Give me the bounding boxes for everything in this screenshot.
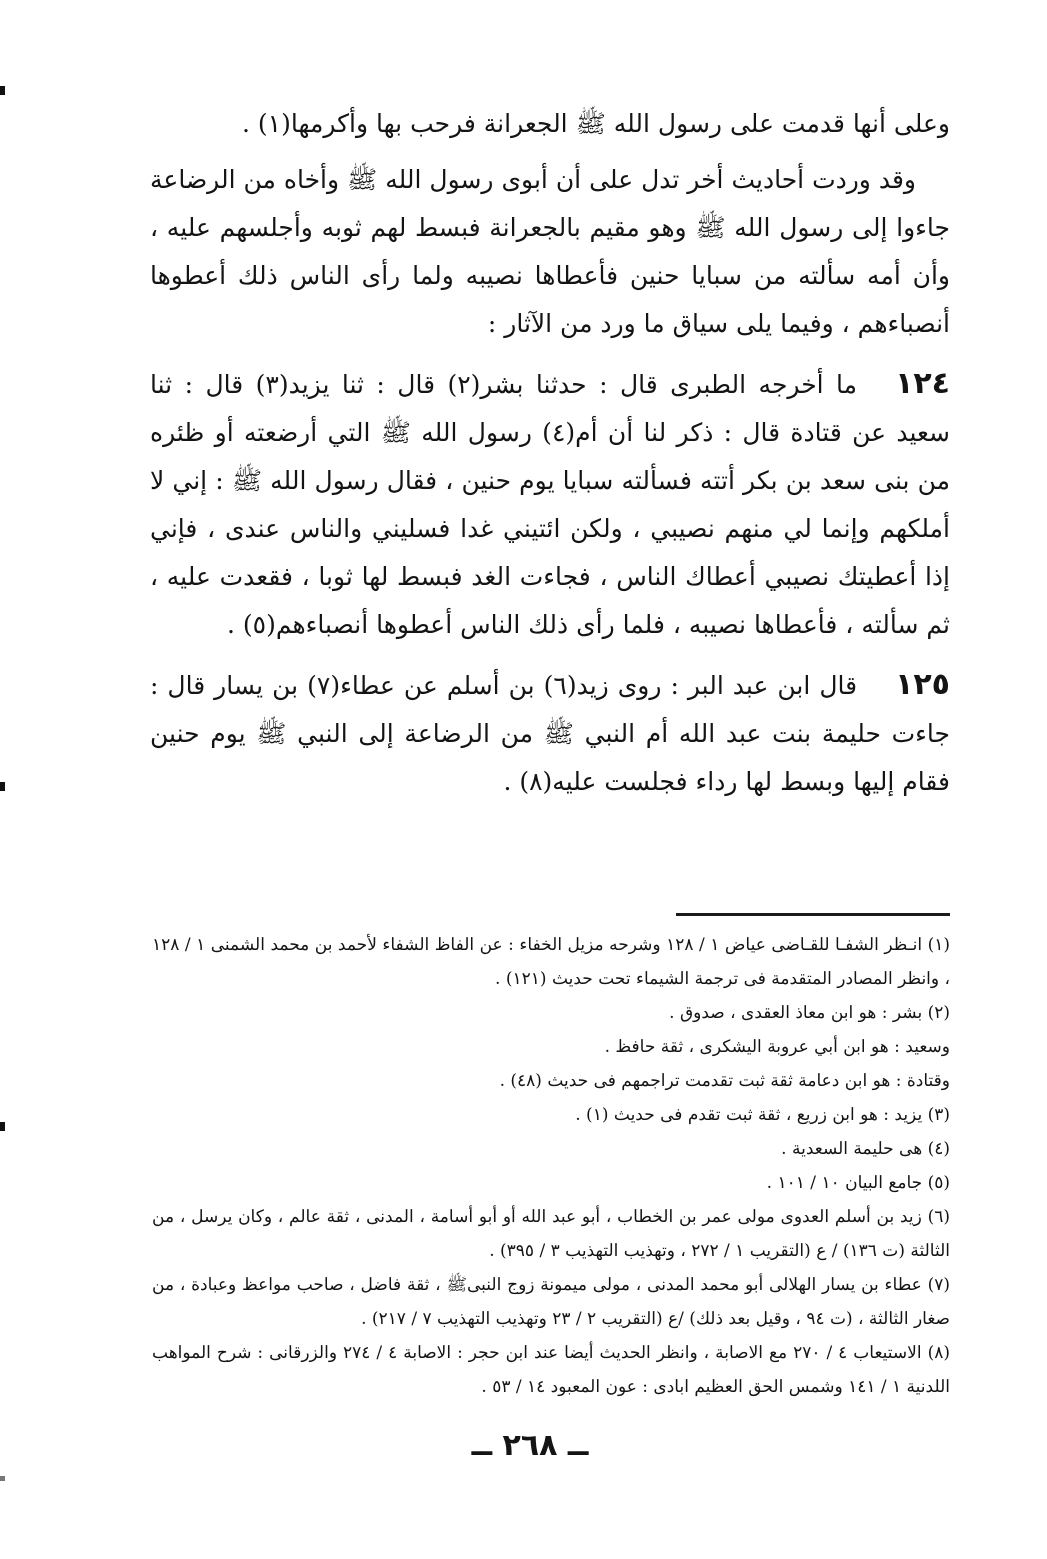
hadith-125 <box>150 661 950 806</box>
page-number: ــ ٢٦٨ ــ <box>471 1428 589 1463</box>
footnote: (٦) زيد بن أسلم العدوى مولى عمر بن الخطاب ، أبو عبد الله أو أبو أسامة ، المدنى ، ثقة عالم ، وكان يرسل ، من الثالثة (ت ١٣٦) / ع (التقريب ١ / ٢٧٢ ، وتهذيب التهذيب ٣ / ٣٩٥) . <box>152 1207 950 1261</box>
footnote-separator <box>676 913 950 916</box>
hadith-text: قال ابن عبد البر : روى زيد(٦) بن أسلم عن عطاء(٧) بن يسار قال : جاءت حليمة بنت عبد الله أم النبي ﷺ من الرضاعة إلى النبي ﷺ يوم حنين فقام إليها وبسط لها رداء فجلست عليه(٨) . <box>150 671 950 796</box>
footnote: (٢) بشر : هو ابن معاذ العقدى ، صدوق . <box>669 1003 950 1023</box>
footnote: (٧) عطاء بن يسار الهلالى أبو محمد المدنى ، مولى ميمونة زوج النبىﷺ ، ثقة فاضل ، صاحب مواعظ وعبادة ، من صغار الثالثة ، (ت ٩٤ ، وقيل بعد ذلك) /ع (التقريب ٢ / ٢٣ وتهذيب التهذيب ٧ / ٢١٧) . <box>152 1275 950 1329</box>
footnote: (٤) هى حليمة السعدية . <box>781 1139 950 1159</box>
scan-mark <box>0 1476 5 1481</box>
intro-line: وعلى أنها قدمت على رسول الله ﷺ الجعرانة فرحب بها وأكرمها(١) . <box>241 109 950 138</box>
footnote: (٣) يزيد : هو ابن زريع ، ثقة ثبت تقدم فى حديث (١) . <box>575 1105 950 1125</box>
scan-mark <box>0 1122 5 1131</box>
hadith-text: ما أخرجه الطبرى قال : حدثنا بشر(٢) قال : ثنا يزيد(٣) قال : ثنا سعيد عن قتادة قال : ذكر لنا أن أم(٤) رسول الله ﷺ التي أرضعته أو ظئره من بنى سعد بن بكر أتته فسألته سبايا يوم حنين ، فقال رسول الله ﷺ : إني لا أملكهم وإنما لي منهم نصيبي ، ولكن ائتيني غدا فسليني والناس عندى ، فإني إذا أعطيتك نصيبي أعطاك الناس ، فجاءت الغد فبسط لها ثوبا ، فقعدت عليه ، ثم سألته ، فأعطاها نصيبه ، فلما رأى ذلك الناس أعطوها أنصباءهم(٥) . <box>150 370 950 639</box>
footnote: (٨) الاستيعاب ٤ / ٢٧٠ مع الاصابة ، وانظر الحديث أيضا عند ابن حجر : الاصابة ٤ / ٢٧٤ والزرقانى : شرح المواهب اللدنية ١ / ١٤١ وشمس الحق العظيم ابادى : عون المعبود ١٤ / ٥٣ . <box>152 1343 950 1397</box>
scan-mark <box>0 782 5 791</box>
scan-mark <box>0 86 5 95</box>
hadith-124 <box>150 360 950 649</box>
paragraph-apostles-parents: وقد وردت أحاديث أخر تدل على أن أبوى رسول الله ﷺ وأخاه من الرضاعة جاءوا إلى رسول الله ﷺ وهو مقيم بالجعرانة فبسط لهم ثوبه وأجلسهم عليه ، وأن أمه سألته من سبايا حنين فأعطاها نصيبه ولما رأى الناس ذلك أعطوها أنصباءهم ، وفيما يلى سياق ما ورد من الآثار : <box>150 165 950 338</box>
footnote: (٥) جامع البيان ١٠ / ١٠١ . <box>766 1173 950 1193</box>
footnotes <box>152 928 950 1404</box>
main-text <box>150 100 950 806</box>
hadith-number: ١٢٥ <box>895 667 950 702</box>
footnote: وقتادة : هو ابن دعامة ثقة ثبت تقدمت تراجمهم فى حديث (٤٨) . <box>499 1071 950 1091</box>
hadith-number: ١٢٤ <box>895 366 950 401</box>
footnote: (١) انـظر الشفـا للقـاضى عياض ١ / ١٢٨ وشرحه مزيل الخفاء : عن الفاظ الشفاء لأحمد بن محمد الشمنى ١ / ١٢٨ ، وانظر المصادر المتقدمة فى ترجمة الشيماء تحت حديث (١٢١) . <box>152 935 950 989</box>
footnote: وسعيد : هو ابن أبي عروبة اليشكرى ، ثقة حافظ . <box>604 1037 950 1057</box>
